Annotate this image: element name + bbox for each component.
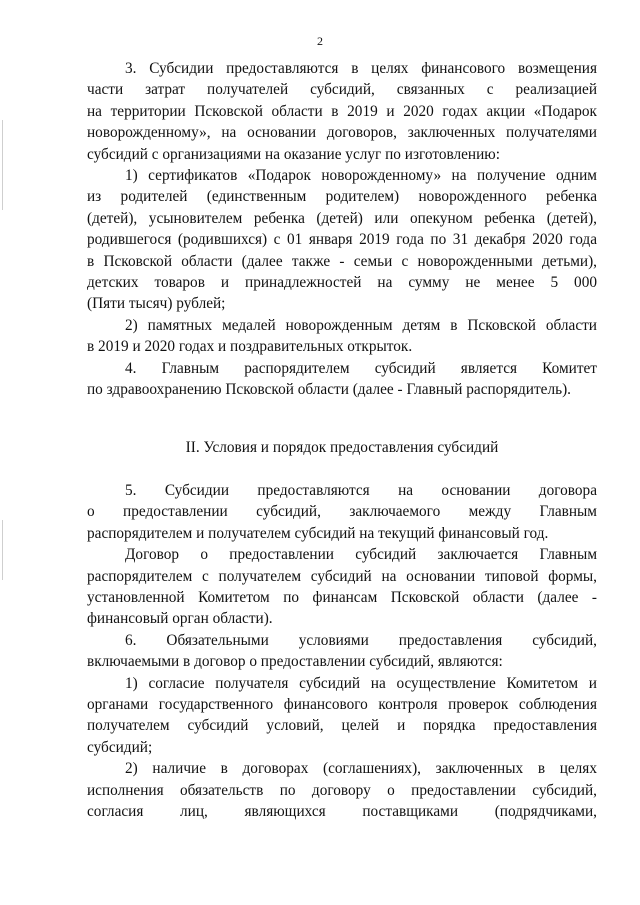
text-line: 1) сертификатов «Подарок новорожденному» на получение одним xyxy=(125,167,597,185)
text-line: субсидий с организациями на оказание услуг по изготовлению: xyxy=(87,145,500,163)
text-line: 5. Субсидии предоставляются на основании договора xyxy=(125,482,597,499)
text-line: исполнения обязательств по договору о предоставлении субсидий, xyxy=(87,781,597,799)
text-line: детских товаров и принадлежностей на сумму не менее 5 000 xyxy=(87,274,597,292)
text-line: 2) наличие в договорах (соглашениях), заключенных в целях xyxy=(125,760,597,778)
scan-edge-mark xyxy=(2,520,3,580)
text-line: (детей), усыновителем ребенка (детей) или опекуном ребенка (детей), xyxy=(87,209,597,227)
section-paragraphs-3-4 xyxy=(87,58,597,401)
text-line: включаемыми в договор о предоставлении субсидий, являются: xyxy=(87,653,503,671)
text-line: распорядителем и получателем субсидий на текущий финансовый год. xyxy=(87,524,549,542)
text-line: новорожденному», на основании договоров, заключенных получателями xyxy=(87,124,597,142)
text-line: 6. Обязательными условиями предоставления субсидий, xyxy=(125,631,597,649)
text-line: 2) памятных медалей новорожденным детям в Псковской области xyxy=(125,316,597,334)
text-line: финансовый орган области). xyxy=(87,610,273,628)
text-line: получателем субсидий условий, целей и порядка предоставления xyxy=(87,717,597,735)
text-line: в 2019 и 2020 годах и поздравительных открыток. xyxy=(87,338,413,356)
text-line: (Пяти тысяч) рублей; xyxy=(87,295,226,313)
section-paragraphs-5-6 xyxy=(87,480,597,823)
text-line: из родителей (единственным родителем) новорожденного ребенка xyxy=(87,188,597,206)
text-line: субсидий; xyxy=(87,738,153,756)
text-line: 3. Субсидии предоставляются в целях финансового возмещения xyxy=(125,60,597,77)
text-line: части затрат получателей субсидий, связанных с реализацией xyxy=(87,81,597,99)
text-line: по здравоохранению Псковской области (далее - Главный распорядитель). xyxy=(87,381,571,399)
text-line: в Псковской области (далее также - семьи с новорожденными детьми), xyxy=(87,252,597,270)
text-line: о предоставлении субсидий, заключаемого между Главным xyxy=(87,503,597,521)
text-line: 1) согласие получателя субсидий на осуществление Комитетом и xyxy=(125,674,597,692)
text-line: родившегося (родившихся) с 01 января 2019 года по 31 декабря 2020 года xyxy=(87,231,597,249)
page-number: 2 xyxy=(317,34,323,48)
text-line: согласия лиц, являющихся поставщиками (подрядчиками, xyxy=(87,803,597,821)
text-line: органами государственного финансового контроля проверок соблюдения xyxy=(87,696,597,714)
text-line: установленной Комитетом по финансам Псковской области (далее - xyxy=(87,589,597,607)
text-line: Договор о предоставлении субсидий заключается Главным xyxy=(125,546,597,564)
text-line: 4. Главным распорядителем субсидий является Комитет xyxy=(125,359,597,377)
section-heading: II. Условия и порядок предоставления субсидий xyxy=(185,439,499,456)
text-line: на территории Псковской области в 2019 и 2020 годах акции «Подарок xyxy=(87,102,597,120)
text-line: распорядителем с получателем субсидий на основании типовой формы, xyxy=(87,567,597,585)
scan-edge-mark xyxy=(2,120,3,210)
